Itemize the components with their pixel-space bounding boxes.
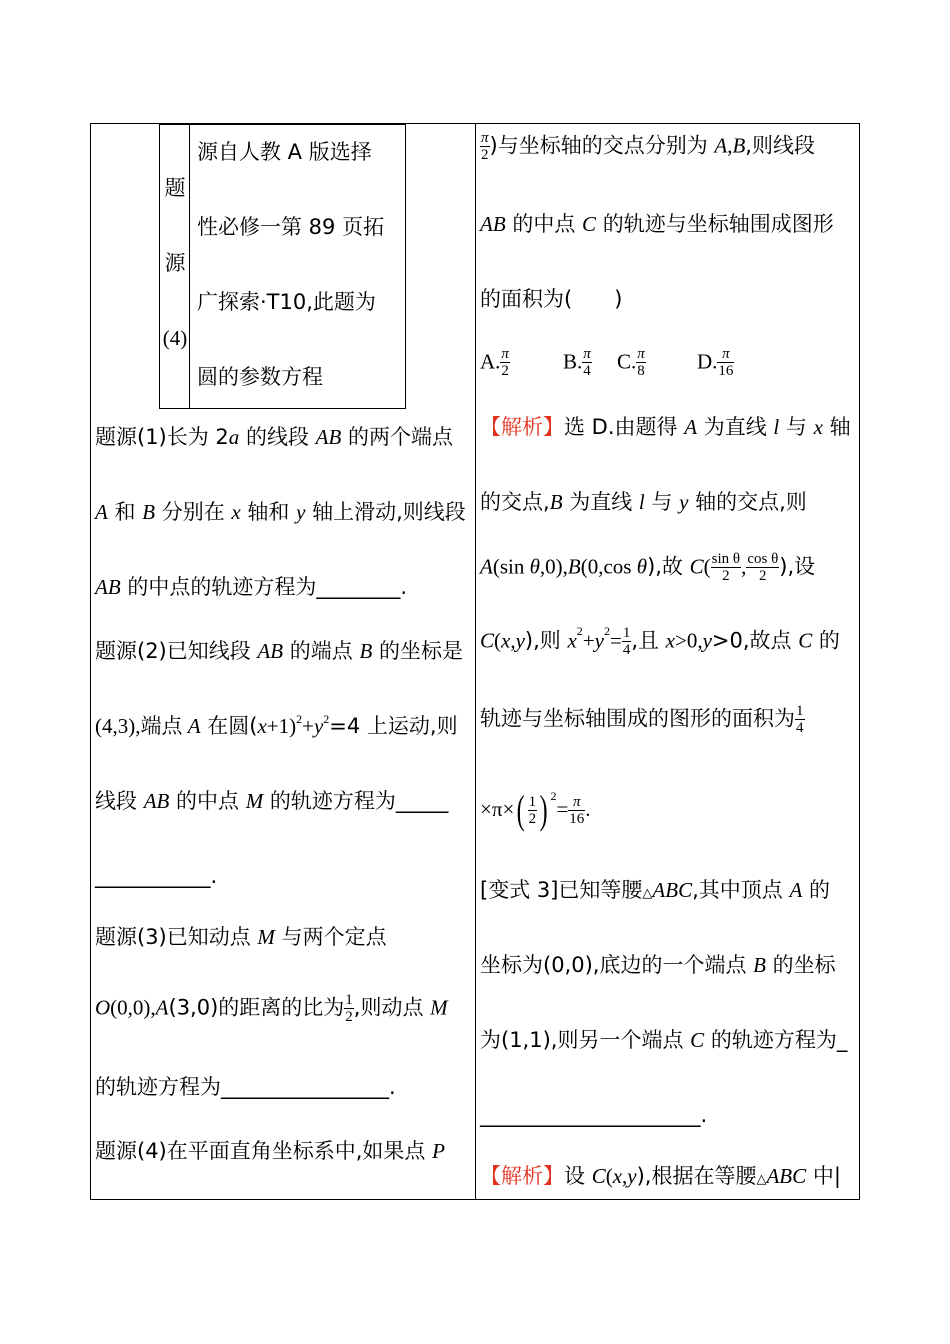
fraction: $\frac{\pi}{16}$ [569, 793, 585, 827]
question-3-line-3: 的轨迹方程为________________. [95, 1075, 396, 1099]
solution-line-6: ×π×( $\frac{1}{2}$ ) $^2$= $\frac{\pi}{16}$ . [480, 787, 591, 832]
question-1-line-3: AB 的中点的轨迹方程为________. [95, 575, 408, 599]
variant-line-2: 坐标为(0,0),底边的一个端点 B 的坐标 [480, 953, 836, 977]
solution-line-1: 【解析】选 D.由题得 A 为直线 l 与 x 轴 [480, 415, 851, 439]
source-note-line: 源自人教 A 版选择 [197, 140, 372, 164]
source-note-line: 性必修一第 89 页拓 [197, 215, 385, 239]
solution-2-line-1: 【解析】设 C(x,y),根据在等腰△ABC 中| [480, 1164, 841, 1188]
fraction: $\frac{\pi}{2}$ [501, 346, 509, 379]
option-b: B. $\frac{\pi}{4}$ [563, 346, 591, 379]
fraction: $\frac{\pi}{8}$ [637, 346, 645, 379]
source-label-char: (4) [162, 326, 188, 350]
solution-line-2: 的交点,B 为直线 l 与 y 轴的交点,则 [480, 490, 807, 514]
fraction: $\frac{1}{4}$ [622, 625, 631, 658]
right-line-1: $\frac{\pi}{2}$ )与坐标轴的交点分别为 A,B,则线段 [481, 130, 815, 163]
column-divider [475, 123, 476, 1200]
right-line-3: 的面积为( ) [480, 287, 623, 311]
solution-tag: 【解析】 [480, 415, 564, 439]
fraction: $\frac{1}{2}$ [345, 992, 353, 1025]
source-note-line: 圆的参数方程 [197, 365, 323, 389]
question-1-line-2: A 和 B 分别在 x 轴和 y 轴上滑动,则线段 [95, 500, 466, 524]
question-2-line-4: ___________. [95, 864, 218, 888]
source-note-line: 广探索·T10,此题为 [197, 290, 376, 314]
solution-tag: 【解析】 [480, 1164, 564, 1188]
fraction: $\frac{\text{sin θ}}{2}$ [711, 551, 741, 584]
option-a: A. $\frac{\pi}{2}$ [480, 346, 509, 379]
solution-line-5: 轨迹与坐标轴围成的图形的面积为 $\frac{1}{4}$ [480, 703, 804, 736]
fraction: $\frac{1}{2}$ [528, 793, 537, 827]
question-4-line-1: 题源(4)在平面直角坐标系中,如果点 P [95, 1139, 445, 1163]
question-3-line-2: O(0,0),A(3,0)的距离的比为 $\frac{1}{2}$ ,则动点 M [95, 992, 448, 1025]
variant-line-4: _____________________. [480, 1103, 708, 1127]
source-note-divider [189, 124, 190, 409]
variant-line-3: 为(1,1),则另一个端点 C 的轨迹方程为_ [480, 1028, 848, 1052]
question-1-line-1: 题源(1)长为 2a 的线段 AB 的两个端点 [95, 425, 453, 449]
solution-line-3: A(sin θ,0),B(0,cos θ),故 C( $\frac{\text{sin θ}}{2}$ , $\frac{\text{cos θ}}{2}$ ),设 [480, 551, 816, 584]
option-d: D. $\frac{\pi}{16}$ [697, 346, 734, 379]
right-line-2: AB 的中点 C 的轨迹与坐标轴围成图形 [480, 212, 834, 236]
question-2-line-2: (4,3),端点 A 在圆$(x+1)^2+y^2=4$ 上运动,则 [95, 712, 458, 738]
solution-line-4: C(x,y),则 $x^2+y^2=$ $\frac{1}{4}$ ,且 x>0,y>0,故点 C 的 [480, 624, 840, 658]
variant-line-1: [变式 3]已知等腰△ABC,其中顶点 A 的 [480, 878, 830, 902]
fraction: $\frac{\text{cos θ}}{2}$ [747, 551, 779, 584]
question-3-line-1: 题源(3)已知动点 M 与两个定点 [95, 925, 387, 949]
source-label-char: 源 [164, 251, 186, 275]
source-label-char: 题 [164, 176, 186, 200]
option-c: C. $\frac{\pi}{8}$ [617, 346, 645, 379]
fraction: $\frac{\pi}{4}$ [583, 346, 591, 379]
question-2-line-1: 题源(2)已知线段 AB 的端点 B 的坐标是 [95, 639, 463, 663]
question-2-line-3: 线段 AB 的中点 M 的轨迹方程为_____ [95, 789, 449, 813]
fraction: $\frac{1}{4}$ [796, 703, 804, 736]
fraction: $\frac{\pi}{16}$ [718, 346, 734, 379]
fraction: $\frac{\pi}{2}$ [481, 130, 489, 163]
